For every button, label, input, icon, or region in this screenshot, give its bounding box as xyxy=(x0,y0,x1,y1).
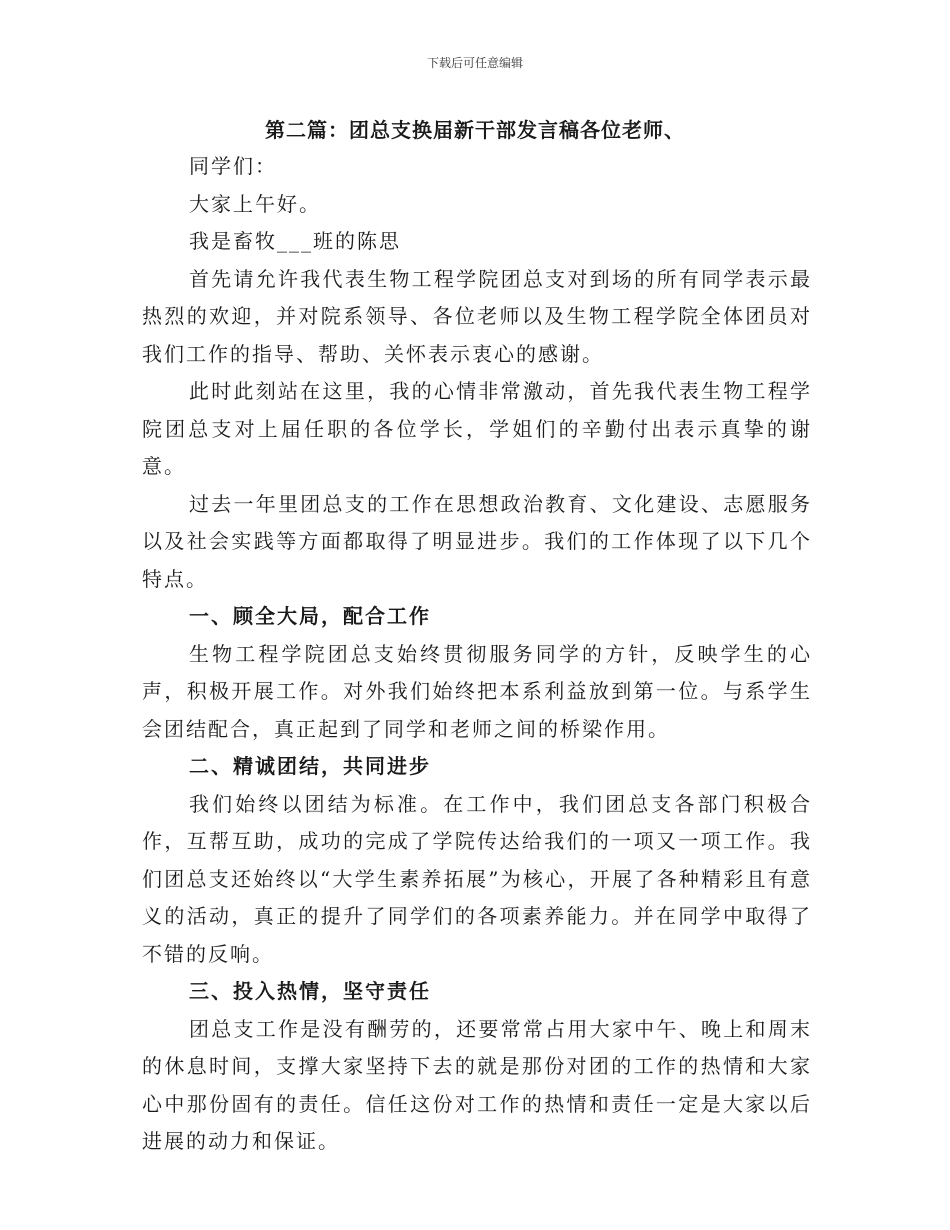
document-body xyxy=(142,148,812,1161)
body-paragraph: 我们始终以团结为标准。在工作中，我们团总支各部门积极合作，互帮互助，成功的完成了学院传达给我们的一项又一项工作。我们团总支还始终以“大学生素养拓展”为核心，开展了各种精彩且有意义的活动，真正的提升了同学们的各项素养能力。并在同学中取得了不错的反响。 xyxy=(142,791,812,966)
body-paragraph: 此时此刻站在这里，我的心情非常激动，首先我代表生物工程学院团总支对上届任职的各位学长，学姐们的辛勤付出表示真挚的谢意。 xyxy=(142,379,812,478)
section-heading: 一、顾全大局，配合工作 xyxy=(189,604,431,628)
self-introduction: 我是畜牧___班的陈思 xyxy=(189,229,401,253)
greeting-morning: 大家上午好。 xyxy=(189,191,321,216)
body-paragraph: 生物工程学院团总支始终贯彻服务同学的方针，反映学生的心声，积极开展工作。对外我们始终把本系利益放到第一位。与系学生会团结配合，真正起到了同学和老师之间的桥梁作用。 xyxy=(142,641,812,741)
body-paragraph: 首先请允许我代表生物工程学院团总支对到场的所有同学表示最热烈的欢迎，并对院系领导、各位老师以及生物工程学院全体团员对我们工作的指导、帮助、关怀表示衷心的感谢。 xyxy=(142,266,812,366)
document-title: 第二篇：团总支换届新干部发言稿各位老师、 xyxy=(265,118,685,142)
body-paragraph: 团总支工作是没有酬劳的，还要常常占用大家中午、晚上和周末的休息时间，支撑大家坚持下去的就是那份对团的工作的热情和大家心中那份固有的责任。信任这份对工作的热情和责任一定是大家以后进展的动力和保证。 xyxy=(142,1016,812,1153)
section-heading: 三、投入热情，坚守责任 xyxy=(189,979,431,1003)
section-heading: 二、精诚团结，共同进步 xyxy=(189,754,431,778)
page-header-note: 下载后可任意编辑 xyxy=(426,56,523,70)
greeting-line: 同学们： xyxy=(189,154,277,178)
body-paragraph: 过去一年里团总支的工作在思想政治教育、文化建设、志愿服务以及社会实践等方面都取得了明显进步。我们的工作体现了以下几个特点。 xyxy=(142,491,812,591)
